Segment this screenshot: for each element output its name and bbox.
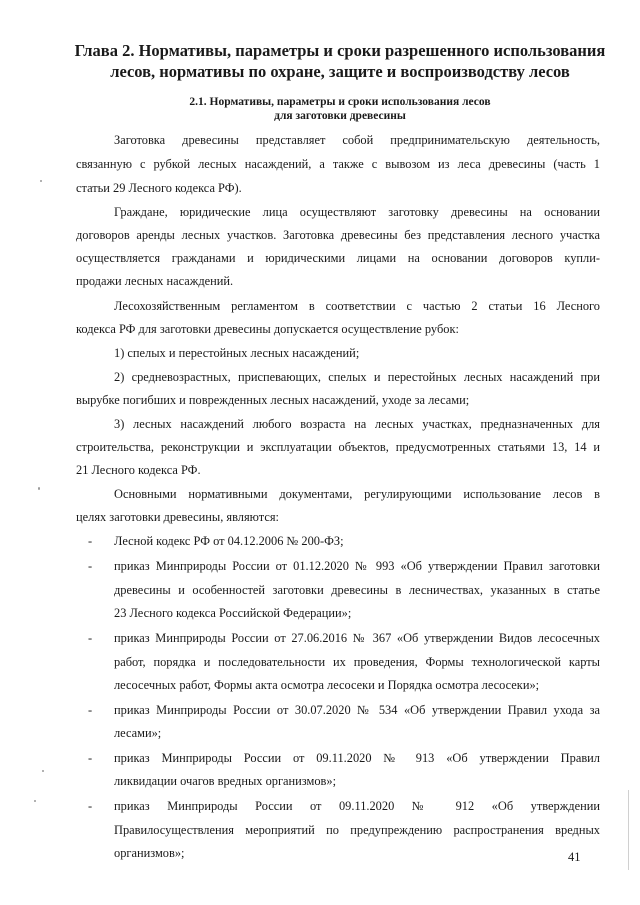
chapter-title-line-1: Глава 2. Нормативы, параметры и сроки разрешенного использования: [74, 41, 606, 60]
bullet-marker: -: [88, 534, 93, 548]
text-line: Граждане, юридические лица осуществляют заготовку древесины на основании: [114, 205, 600, 219]
text-line: статьи 29 Лесного кодекса РФ).: [76, 181, 242, 195]
list-item: 23 Лесного кодекса Российской Федерации»;: [114, 606, 352, 620]
list-item: приказ Минприроды России от 01.12.2020 № 993 «Об утверждении Правил заготовки: [114, 559, 600, 573]
bullet-marker: -: [88, 799, 93, 813]
list-item: Лесной кодекс РФ от 04.12.2006 № 200-ФЗ;: [114, 534, 344, 548]
list-item: лесами»;: [114, 726, 162, 740]
chapter-title: [70, 40, 610, 82]
text-line: договоров аренды лесных участков. Заготовка древесины без представления лесного участка: [76, 228, 600, 242]
list-item: древесины и особенностей заготовки древесины в лесничествах, указанных в статье: [114, 583, 600, 597]
scan-speck: [40, 180, 42, 182]
list-item: Правилосуществления мероприятий по предупреждению распространения вредных: [114, 823, 600, 837]
text-line: 21 Лесного кодекса РФ.: [76, 463, 201, 477]
scan-edge-line: [628, 790, 629, 870]
text-line: 2) средневозрастных, приспевающих, спелых и перестойных лесных насаждений при: [114, 370, 600, 384]
text-line: Основными нормативными документами, регулирующими использование лесов в: [114, 487, 600, 501]
bullet-marker: -: [88, 703, 93, 717]
text-line: продажи лесных насаждений.: [76, 274, 234, 288]
text-line: Заготовка древесины представляет собой предпринимательскую деятельность,: [114, 133, 600, 147]
section-title: [80, 95, 600, 123]
text-line: кодекса РФ для заготовки древесины допускается осуществление рубок:: [76, 322, 459, 336]
list-item: работ, порядка и последовательности их проведения, Формы технологической карты: [114, 655, 600, 669]
text-line: осуществляется гражданами и юридическими лицами на основании договоров купли-: [76, 251, 600, 265]
list-item: приказ Минприроды России от 27.06.2016 № 367 «Об утверждении Видов лесосечных: [114, 631, 600, 645]
bullet-marker: -: [88, 751, 93, 765]
text-line: целях заготовки древесины, являются:: [76, 510, 279, 524]
section-title-line-1: 2.1. Нормативы, параметры и сроки использования лесов: [189, 96, 491, 108]
text-line: 1) спелых и перестойных лесных насаждений;: [114, 346, 360, 360]
list-item: приказ Минприроды России от 09.11.2020 № 913 «Об утверждении Правил: [114, 751, 600, 765]
text-line: связанную с рубкой лесных насаждений, а также с вывозом из леса древесины (часть 1: [76, 157, 600, 171]
list-item: приказ Минприроды России от 09.11.2020 № 912 «Об утверждении: [114, 799, 600, 813]
scan-speck: [34, 800, 36, 802]
text-line: Лесохозяйственным регламентом в соответствии с частью 2 статьи 16 Лесного: [114, 299, 600, 313]
bullet-marker: -: [88, 559, 93, 573]
scan-speck: [42, 770, 44, 772]
list-item: приказ Минприроды России от 30.07.2020 № 534 «Об утверждении Правил ухода за: [114, 703, 600, 717]
list-item: организмов»;: [114, 846, 185, 860]
list-item: ликвидации очагов вредных организмов»;: [114, 774, 337, 788]
page-number: 41: [568, 850, 581, 864]
list-item: лесосечных работ, Формы акта осмотра лесосеки и Порядка осмотра лесосеки»;: [114, 678, 540, 692]
text-line: строительства, реконструкции и эксплуатации объектов, предусмотренных статьями 13, 14 и: [76, 440, 600, 454]
section-title-line-2: для заготовки древесины: [274, 110, 406, 122]
text-line: вырубке погибших и поврежденных лесных насаждений, уходе за лесами;: [76, 393, 470, 407]
chapter-title-line-2: лесов, нормативы по охране, защите и воспроизводству лесов: [110, 62, 570, 81]
scan-speck: [38, 487, 40, 490]
bullet-marker: -: [88, 631, 93, 645]
text-line: 3) лесных насаждений любого возраста на лесных участках, предназначенных для: [114, 417, 600, 431]
